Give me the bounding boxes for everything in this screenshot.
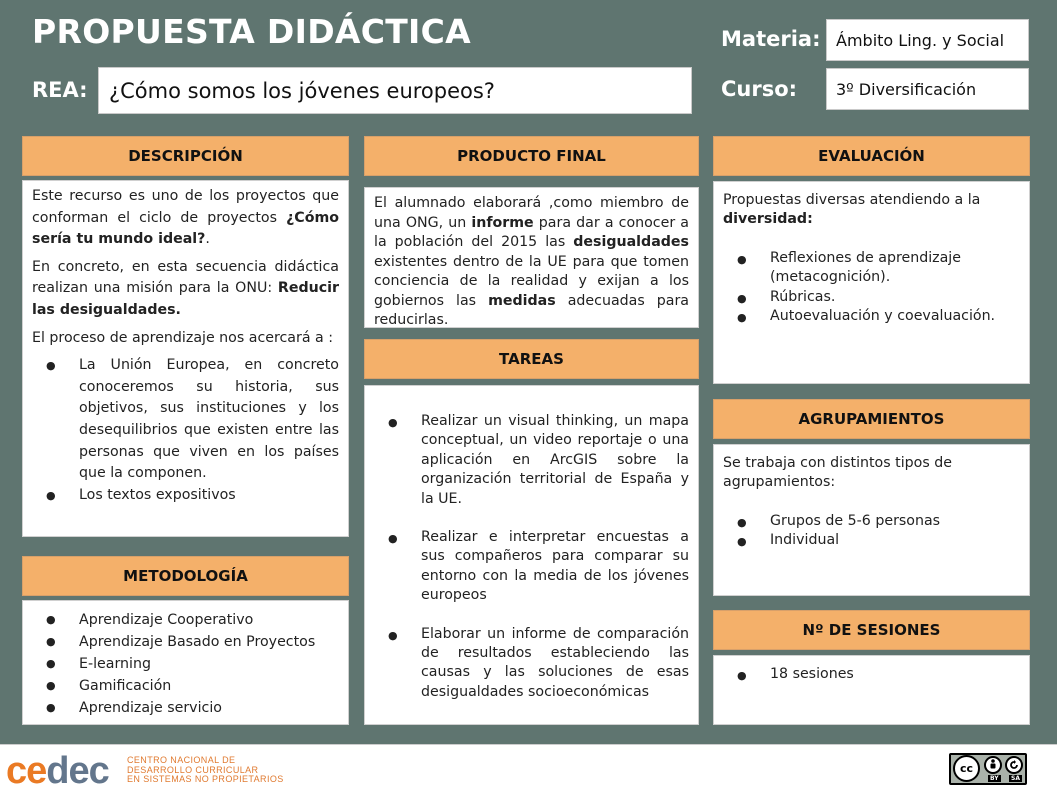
descripcion-paragraph-2: En concreto, en esta secuencia didáctica realizan una misión para la ONU: Reducir las desigualdades. bbox=[32, 258, 339, 318]
sesiones-list bbox=[723, 665, 1020, 684]
footer bbox=[0, 744, 1057, 793]
curso-field: 3º Diversificación bbox=[826, 68, 1029, 110]
sesiones-header: Nº DE SESIONES bbox=[713, 610, 1030, 650]
list-item: ● Rúbricas. bbox=[723, 288, 1020, 307]
sesiones-box bbox=[713, 655, 1030, 725]
descripcion-paragraph-1: Este recurso es uno de los proyectos que conforman el ciclo de proyectos ¿Cómo sería tu mundo ideal?. bbox=[32, 188, 339, 248]
descripcion-header: DESCRIPCIÓN bbox=[22, 136, 349, 176]
tareas-list bbox=[374, 412, 689, 702]
agrupamientos-intro: Se trabaja con distintos tipos de agrupamientos: bbox=[723, 455, 952, 491]
agrupamientos-header: AGRUPAMIENTOS bbox=[713, 399, 1030, 439]
tareas-header: TAREAS bbox=[364, 339, 699, 379]
rea-field: ¿Cómo somos los jóvenes europeos? bbox=[98, 67, 692, 114]
producto-final-box bbox=[364, 187, 699, 328]
list-item: ● Realizar un visual thinking, un mapa conceptual, un video reportaje o una aplicación en ArcGIS sobre la organización territorial de España y la UE. bbox=[374, 412, 689, 509]
producto-final-header: PRODUCTO FINAL bbox=[364, 136, 699, 176]
evaluacion-box bbox=[713, 181, 1030, 384]
cedec-logo[interactable]: cedec bbox=[6, 750, 109, 792]
evaluacion-intro: Propuestas diversas atendiendo a la diversidad: bbox=[723, 192, 981, 228]
list-item: ● Realizar e interpretar encuestas a sus compañeros para comparar su entorno con la media de los jóvenes europeos bbox=[374, 528, 689, 606]
curso-label: Curso: bbox=[721, 77, 798, 101]
page-title: PROPUESTA DIDÁCTICA bbox=[32, 12, 471, 51]
rea-label: REA: bbox=[32, 78, 88, 102]
tareas-box bbox=[364, 385, 699, 725]
list-item: ● Aprendizaje Cooperativo bbox=[32, 609, 339, 631]
producto-final-text: El alumnado elaborará ,como miembro de una ONG, un informe para dar a conocer a la población del 2015 las desigualdades existentes dentro de la UE para que tomen conciencia de la realidad y exijan a los gobiernos las medidas adecuadas para reducirlas. bbox=[374, 195, 689, 328]
agrupamientos-list bbox=[723, 512, 1020, 551]
agrupamientos-box bbox=[713, 444, 1030, 596]
list-item: ● Autoevaluación y coevaluación. bbox=[723, 307, 1020, 326]
metodologia-list bbox=[32, 609, 339, 719]
by-label: BY bbox=[990, 775, 999, 782]
evaluacion-list bbox=[723, 249, 1020, 327]
list-item: ● Individual bbox=[723, 531, 1020, 550]
descripcion-box bbox=[22, 180, 349, 537]
materia-label: Materia: bbox=[721, 27, 821, 51]
share-alike-icon bbox=[1005, 756, 1023, 774]
list-item: ● Aprendizaje servicio bbox=[32, 697, 339, 719]
materia-field: Ámbito Ling. y Social bbox=[826, 19, 1029, 61]
list-item: ● E-learning bbox=[32, 653, 339, 675]
descripcion-list bbox=[32, 355, 339, 506]
cc-license-badge[interactable] bbox=[949, 753, 1027, 785]
list-item: ● Reflexiones de aprendizaje (metacognición). bbox=[723, 249, 1020, 288]
by-person-icon bbox=[984, 756, 1002, 774]
list-item: ● Los textos expositivos bbox=[32, 485, 339, 507]
sa-label: SA bbox=[1011, 775, 1020, 782]
cedec-logo-caption: CENTRO NACIONAL DE DESARROLLO CURRICULAR EN SISTEMAS NO PROPIETARIOS bbox=[127, 755, 284, 784]
evaluacion-header: EVALUACIÓN bbox=[713, 136, 1030, 176]
metodologia-header: METODOLOGÍA bbox=[22, 556, 349, 596]
list-item: ● Gamificación bbox=[32, 675, 339, 697]
metodologia-box bbox=[22, 600, 349, 725]
list-item: ● Grupos de 5-6 personas bbox=[723, 512, 1020, 531]
list-item: ● Aprendizaje Basado en Proyectos bbox=[32, 631, 339, 653]
list-item: ● Elaborar un informe de comparación de resultados estableciendo las causas y las soluciones de esas desigualdades socioeconómicas bbox=[374, 625, 689, 703]
cc-icon: cc bbox=[953, 755, 980, 782]
descripcion-paragraph-3: El proceso de aprendizaje nos acercará a : bbox=[32, 329, 334, 346]
list-item: ● 18 sesiones bbox=[723, 665, 1020, 684]
list-item: ● La Unión Europea, en concreto conoceremos su historia, sus objetivos, sus instituciones y los desequilibrios que existen entre las personas que viven en los países que la componen. bbox=[32, 355, 339, 485]
